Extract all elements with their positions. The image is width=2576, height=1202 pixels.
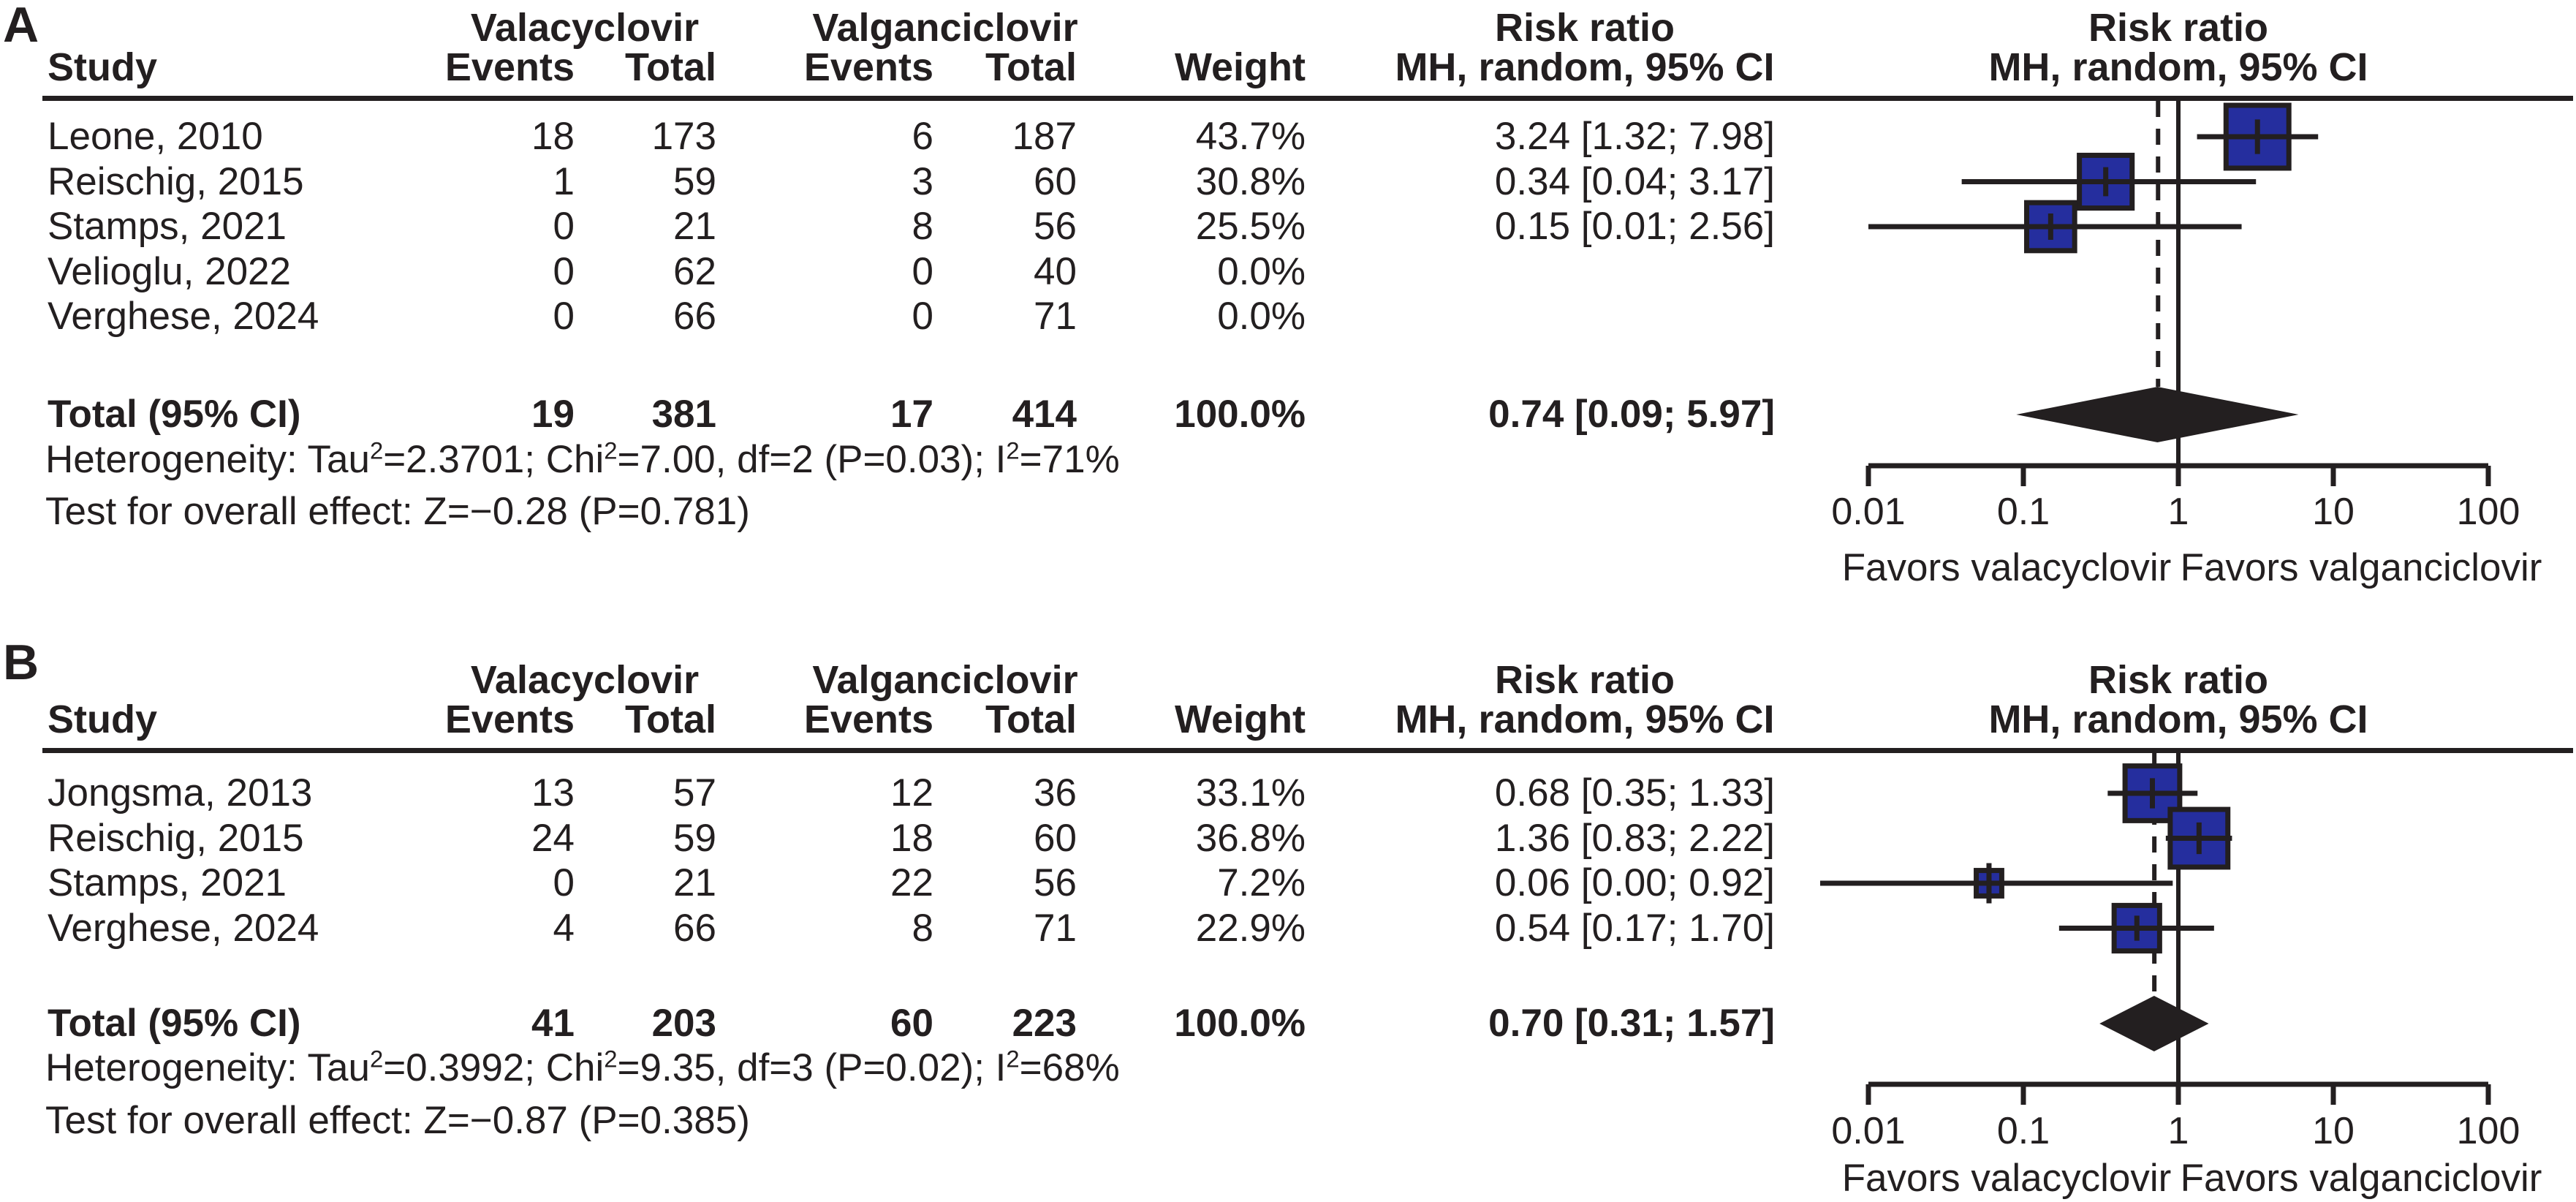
x-axis-tick-label: 100 xyxy=(2456,491,2520,533)
study-total1: 59 xyxy=(673,816,716,860)
study-ci_text: 3.24 [1.32; 7.98] xyxy=(1494,115,1775,158)
study-weight: 25.5% xyxy=(1195,205,1306,248)
total2-column-header: Total xyxy=(985,45,1077,89)
study-name: Leone, 2010 xyxy=(48,115,263,158)
study-total1: 62 xyxy=(673,249,716,293)
favors-left-label: Favors valacyclovir xyxy=(1841,1157,2172,1200)
weight-square xyxy=(2080,155,2132,208)
heterogeneity-text: Heterogeneity: Tau$^2$=0.3992; Chi$^2$=9.35, df=3 (P=0.02); $I^2=68\%$ xyxy=(45,1045,1120,1089)
study-total1: 21 xyxy=(673,205,716,248)
x-axis-tick-label: 100 xyxy=(2456,1110,2520,1152)
total-events1: 19 xyxy=(531,393,575,436)
study-ci_text: 0.54 [0.17; 1.70] xyxy=(1494,906,1775,950)
study-weight: 7.2% xyxy=(1217,861,1306,904)
study-events2: 3 xyxy=(912,159,933,203)
events1-column-header: Events xyxy=(444,698,575,741)
study-events2: 8 xyxy=(912,906,933,950)
study-events2: 0 xyxy=(912,249,933,293)
total-total1: 381 xyxy=(651,393,716,436)
study-weight: 30.8% xyxy=(1195,159,1306,203)
total-total1: 203 xyxy=(651,1002,716,1045)
total-events2: 17 xyxy=(890,393,933,436)
events2-column-header: Events xyxy=(803,45,933,89)
study-events1: 13 xyxy=(531,771,575,814)
study-weight: 0.0% xyxy=(1217,249,1306,293)
study-ci_text: 0.15 [0.01; 2.56] xyxy=(1494,205,1775,248)
study-ci_text: 0.06 [0.00; 0.92] xyxy=(1494,861,1775,904)
forest-plot-svg xyxy=(1791,753,2576,1202)
forest-plot-svg xyxy=(1791,101,2576,617)
x-axis-tick-label: 1 xyxy=(2167,1110,2189,1152)
plot-header-line2: MH, random, 95% CI xyxy=(1988,45,2368,89)
study-weight: 22.9% xyxy=(1195,906,1306,950)
x-axis-tick-label: 0.1 xyxy=(1996,491,2050,533)
ratio-column-header-line2: MH, random, 95% CI xyxy=(1395,45,1775,89)
total-events2: 60 xyxy=(890,1002,933,1045)
study-events2: 22 xyxy=(890,861,933,904)
plot-header-line1: Risk ratio xyxy=(2088,658,2269,702)
study-total2: 187 xyxy=(1012,115,1077,158)
pooled-diamond xyxy=(2016,387,2298,442)
favors-right-label: Favors valganciclovir xyxy=(2180,1157,2542,1200)
total-total2: 223 xyxy=(1012,1002,1077,1045)
study-name: Stamps, 2021 xyxy=(48,205,287,248)
study-total2: 36 xyxy=(1034,771,1077,814)
weight-square xyxy=(2114,905,2159,950)
study-weight: 0.0% xyxy=(1217,295,1306,338)
group-header-valacyclovir: Valacyclovir xyxy=(470,6,700,50)
total1-column-header: Total xyxy=(625,45,716,89)
study-total1: 59 xyxy=(673,159,716,203)
study-ci_text: 0.68 [0.35; 1.33] xyxy=(1494,771,1775,814)
total-total2: 414 xyxy=(1012,393,1077,436)
total-name: Total (95% CI) xyxy=(48,1002,301,1045)
weight-square xyxy=(1977,871,2002,896)
events1-column-header: Events xyxy=(444,45,575,89)
study-weight: 36.8% xyxy=(1195,816,1306,860)
study-column-header: Study xyxy=(48,45,158,89)
study-name: Reischig, 2015 xyxy=(48,816,304,860)
study-name: Verghese, 2024 xyxy=(48,906,319,950)
favors-left-label: Favors valacyclovir xyxy=(1841,546,2172,589)
panel-label: B xyxy=(3,635,39,690)
total2-column-header: Total xyxy=(985,698,1077,741)
study-total1: 57 xyxy=(673,771,716,814)
study-total1: 21 xyxy=(673,861,716,904)
study-total2: 60 xyxy=(1034,816,1077,860)
study-ci_text: 0.34 [0.04; 3.17] xyxy=(1494,159,1775,203)
ratio-column-header-line1: Risk ratio xyxy=(1494,6,1675,50)
study-events2: 8 xyxy=(912,205,933,248)
panel-label: A xyxy=(3,0,39,53)
favors-right-label: Favors valganciclovir xyxy=(2180,546,2542,589)
study-column-header: Study xyxy=(48,698,158,741)
heterogeneity-text: Heterogeneity: Tau$^2$=2.3701; Chi$^2$=7.00, df=2 (P=0.03); $I^2=71\%$ xyxy=(45,436,1120,481)
study-total2: 56 xyxy=(1034,861,1077,904)
study-total2: 56 xyxy=(1034,205,1077,248)
study-events1: 0 xyxy=(553,861,575,904)
study-events1: 0 xyxy=(553,295,575,338)
study-weight: 43.7% xyxy=(1195,115,1306,158)
x-axis-tick-label: 0.1 xyxy=(1996,1110,2050,1152)
total-weight: 100.0% xyxy=(1174,1002,1306,1045)
plot-header-line1: Risk ratio xyxy=(2088,6,2269,50)
study-name: Verghese, 2024 xyxy=(48,295,319,338)
total-name: Total (95% CI) xyxy=(48,393,301,436)
study-events1: 24 xyxy=(531,816,575,860)
study-total1: 66 xyxy=(673,906,716,950)
study-events2: 18 xyxy=(890,816,933,860)
x-axis-tick-label: 0.01 xyxy=(1831,491,1906,533)
group-header-valacyclovir: Valacyclovir xyxy=(470,658,700,702)
plot-header-line2: MH, random, 95% CI xyxy=(1988,698,2368,741)
study-events2: 6 xyxy=(912,115,933,158)
total-ci_text: 0.70 [0.31; 1.57] xyxy=(1488,1002,1775,1045)
study-events1: 18 xyxy=(531,115,575,158)
x-axis-tick-label: 10 xyxy=(2312,491,2355,533)
ratio-column-header-line1: Risk ratio xyxy=(1494,658,1675,702)
x-axis-tick-label: 10 xyxy=(2312,1110,2355,1152)
study-events1: 4 xyxy=(553,906,575,950)
study-events1: 1 xyxy=(553,159,575,203)
study-total2: 60 xyxy=(1034,159,1077,203)
study-name: Jongsma, 2013 xyxy=(48,771,313,814)
weight-column-header: Weight xyxy=(1175,45,1306,89)
group-header-valganciclovir: Valganciclovir xyxy=(812,6,1078,50)
study-total1: 66 xyxy=(673,295,716,338)
x-axis-tick-label: 0.01 xyxy=(1831,1110,1906,1152)
study-name: Stamps, 2021 xyxy=(48,861,287,904)
header-rule xyxy=(42,748,2573,753)
total1-column-header: Total xyxy=(625,698,716,741)
x-axis-tick-label: 1 xyxy=(2167,491,2189,533)
ratio-column-header-line2: MH, random, 95% CI xyxy=(1395,698,1775,741)
study-total2: 71 xyxy=(1034,906,1077,950)
header-rule xyxy=(42,96,2573,101)
study-total2: 40 xyxy=(1034,249,1077,293)
study-total1: 173 xyxy=(651,115,716,158)
weight-square xyxy=(2125,766,2180,821)
study-name: Velioglu, 2022 xyxy=(48,249,292,293)
study-ci_text: 1.36 [0.83; 2.22] xyxy=(1494,816,1775,860)
weight-square xyxy=(2226,105,2289,168)
study-events2: 0 xyxy=(912,295,933,338)
study-name: Reischig, 2015 xyxy=(48,159,304,203)
study-total2: 71 xyxy=(1034,295,1077,338)
study-weight: 33.1% xyxy=(1195,771,1306,814)
group-header-valganciclovir: Valganciclovir xyxy=(812,658,1078,702)
overall-effect-text: Test for overall effect: Z=−0.28 (P=0.781) xyxy=(45,490,750,533)
total-events1: 41 xyxy=(531,1002,575,1045)
weight-square xyxy=(2170,809,2228,867)
overall-effect-text: Test for overall effect: Z=−0.87 (P=0.385) xyxy=(45,1099,750,1142)
weight-column-header: Weight xyxy=(1175,698,1306,741)
pooled-diamond xyxy=(2099,996,2208,1051)
study-events2: 12 xyxy=(890,771,933,814)
weight-square xyxy=(2027,203,2075,251)
study-events1: 0 xyxy=(553,205,575,248)
study-events1: 0 xyxy=(553,249,575,293)
events2-column-header: Events xyxy=(803,698,933,741)
total-ci_text: 0.74 [0.09; 5.97] xyxy=(1488,393,1775,436)
total-weight: 100.0% xyxy=(1174,393,1306,436)
